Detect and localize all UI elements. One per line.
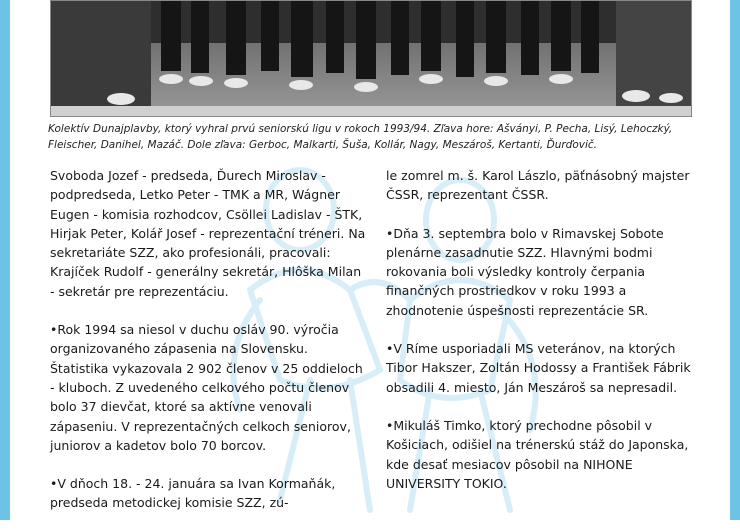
paragraph-january-kormanak: •V dňoch 18. - 24. januára sa Ivan Kormaňák, predseda metodickej komisie SZZ, zú-	[50, 476, 336, 511]
team-photo	[50, 0, 692, 117]
paragraph-anniversary-1994: •Rok 1994 sa niesol v duchu osláv 90. výročia organizovaného zápasenia na Slovensku. Štatistika vykazovala 2 902 členov v 25 oddieloch - kluboch. Z uvedeného celkového počtu členov bolo 37 dievčat, ktoré sa aktívne venovali zápaseniu. V reprezentačných celkoch seniorov, juniorov a kadetov bolo 70 borcov.	[50, 322, 363, 453]
paragraph-rimavska-sobota: •Dňa 3. septembra bolo v Rimavskej Sobote plenárne zasadnutie SZZ. Hlavnými bodmi rokovania boli výsledky kontroly čerpania finančných prostriedkov v roku 1993 a zhodnotenie úspešnosti reprezentácie SR.	[386, 225, 664, 318]
left-border-stripe	[0, 0, 10, 520]
photo-caption: Kolektív Dunajplavby, ktorý vyhral prvú seniorskú ligu v rokoch 1993/94. Zľava hore: Ašványi, P. Pecha, Lisý, Lehoczký, Fleischer, Danihel, Mazáč. Dole zľava: Gerboc, Malkarti, Šuša, Kollár, Nagy, Meszároš, Kertanti, Ďurďovič.	[48, 123, 673, 151]
paragraph-officials: Svoboda Jozef - predseda, Ďurech Miroslav - podpredseda, Letko Peter - TMK a MR, Wágner Eugen - komisia rozhodcov, Csöllei Ladislav - ŠTK, Hirjak Peter, Kolář Josef - reprezentační tréneri. Na sekretariáte SZZ, ako profesionáli, pracovali: Krajíček Rudolf - generálny sekretár, Hlôška Milan - sekretár pre reprezentáciu.	[50, 168, 366, 299]
left-text-column	[50, 166, 368, 532]
paragraph-veterans-rome: •V Ríme usporiadali MS veteránov, na ktorých Tibor Hakszer, Zoltán Hodossy a František Fábrik obsadili 4. miesto, Ján Meszároš sa nepresadil.	[386, 341, 691, 395]
right-text-column	[386, 166, 700, 512]
paragraph-timko-japan: •Mikuláš Timko, ktorý prechodne pôsobil v Košiciach, odišiel na trénerskú stáž do Japonska, kde desať mesiacov pôsobil na NIHONE UNIVERSITY TOKIO.	[386, 417, 689, 491]
right-border-stripe	[730, 0, 740, 520]
paragraph-laszlo: le zomrel m. š. Karol Lászlo, päťnásobný majster ČSSR, reprezentant ČSSR.	[386, 168, 690, 203]
